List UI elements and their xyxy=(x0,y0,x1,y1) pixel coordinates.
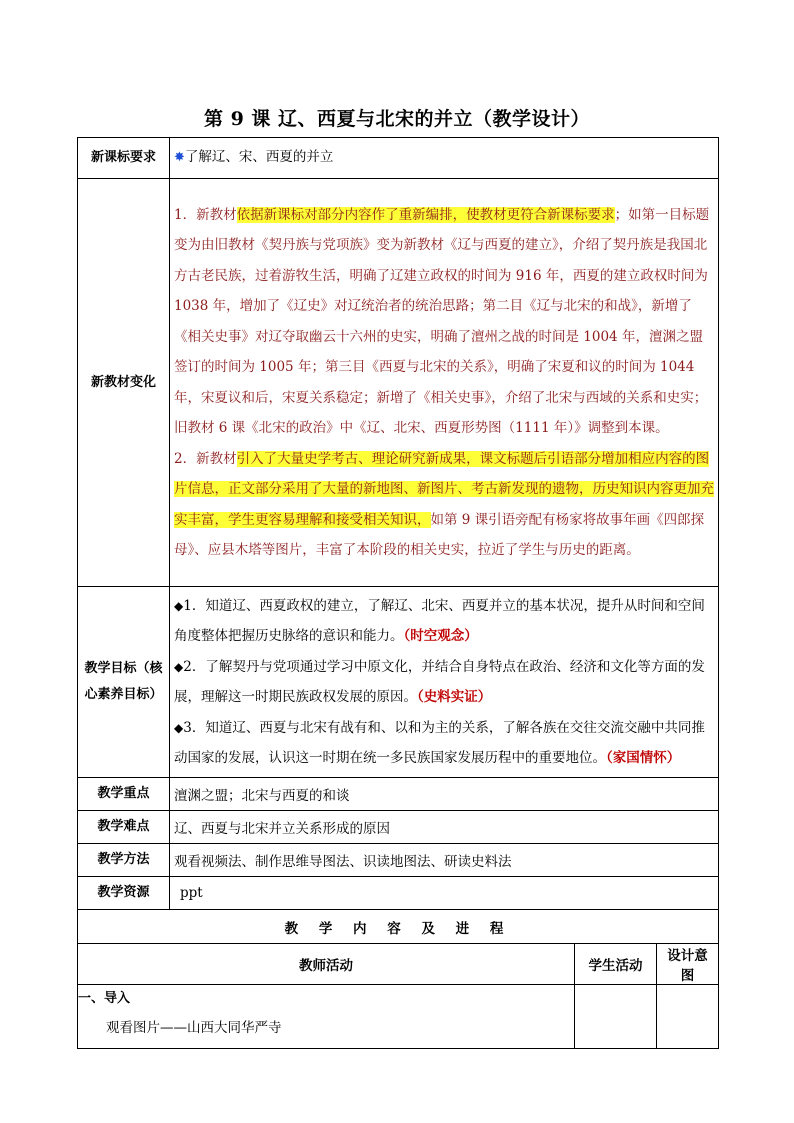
process-header-row xyxy=(78,910,719,944)
difficulty-label: 教学难点 xyxy=(78,811,170,844)
star-icon: ✸ xyxy=(174,150,185,166)
goals-row xyxy=(78,587,719,778)
standard-row xyxy=(78,138,719,179)
highlight-text: 依据新课标对部分内容作了重新编排，使教材更符合新课标要求 xyxy=(236,206,615,223)
goal-tag: （家国情怀） xyxy=(606,750,681,766)
focus-row xyxy=(78,778,719,811)
changes-paragraph-2: 2．新教材引入了大量史学考古、理论研究新成果，课文标题后引语部分增加相应内容的图片信息，正文部分采用了大量的新地图、新图片、考古新发现的遗物，历史知识内容更加充实丰富，学生更容易理解和接受相关知识，如第 9 课引语旁配有杨家将故事年画《四郎探母》、应县木塔等图片，丰富了本阶段的相关史实，拉近了学生与历史的距离。 xyxy=(174,450,714,558)
highlight-text: 引入了大量史学考古、理论研究新成果，课文标题后引语部分增加相应内容的图片信息，正文部分采用了大量的新地图、新图片、考古新发现的遗物，历史知识内容更加充实丰富，学生更容易理解和接受相关知识， xyxy=(174,450,714,528)
resource-label: 教学资源 xyxy=(78,877,170,910)
focus-text: 澶渊之盟；北宋与西夏的和谈 xyxy=(170,778,719,811)
standard-text: 了解辽、宋、西夏的并立 xyxy=(184,149,334,166)
process-columns-row xyxy=(78,944,719,985)
student-activity-header: 学生活动 xyxy=(575,944,657,985)
teacher-activity-header: 教师活动 xyxy=(78,944,575,985)
goal-tag: （史料实证） xyxy=(417,689,492,705)
design-intent-header: 设计意图 xyxy=(657,944,719,985)
diamond-icon: ◆ xyxy=(174,720,184,735)
changes-paragraph-1: 1．新教材依据新课标对部分内容作了重新编排，使教材更符合新课标要求；如第一目标题变为由旧教材《契丹族与党项族》变为新教材《辽与西夏的建立》，介绍了契丹族是我国北方古老民族，过着游牧生活，明确了辽建立政权的时间为 916 年，西夏的建立政权时间为 1038 年，增加了《辽史》对辽统治者的统治思路；第二目《辽与北宋的和战》，新增了《相关史事》对辽夺取幽云十六州的史实，明确了澶州之战的时间是 1004 年，澶渊之盟签订的时间为 1005 年；第三目《西夏与北宋的关系》，明确了宋夏和议的时间为 1044 年，宋夏议和后，宋夏关系稳定；新增了《相关史事》，介绍了北宋与西域的关系和史实；旧教材 6 课《北宋的政治》中《辽、北宋、西夏形势图（1111 年）》调整到本课。 xyxy=(174,206,710,436)
goal-item: ◆2．了解契丹与党项通过学习中原文化，并结合自身特点在政治、经济和文化等方面的发展，理解这一时期民族政权发展的原因。（史料实证） xyxy=(174,658,705,705)
resource-text: ppt xyxy=(170,877,719,910)
focus-label: 教学重点 xyxy=(78,778,170,811)
goals-label: 教学目标（核心素养目标） xyxy=(78,587,170,778)
intro-text: 观看图片——山西大同华严寺 xyxy=(106,1020,282,1036)
page-title: 第 9 课 辽、西夏与北宋的并立（教学设计） xyxy=(203,108,591,130)
changes-cell xyxy=(170,179,719,587)
student-activity-cell xyxy=(575,985,657,1049)
method-row xyxy=(78,844,719,877)
goal-tag: （时空观念） xyxy=(403,628,478,644)
goal-item: ◆3．知道辽、西夏与北宋有战有和、以和为主的关系，了解各族在交往交流交融中共同推动国家的发展，认识这一时期在统一多民族国家发展历程中的重要地位。（家国情怀） xyxy=(174,719,705,766)
design-intent-cell xyxy=(657,985,719,1049)
difficulty-row xyxy=(78,811,719,844)
goal-item: ◆1．知道辽、西夏政权的建立，了解辽、北宋、西夏并立的基本状况，提升从时间和空间角度整体把握历史脉络的意识和能力。（时空观念） xyxy=(174,597,705,644)
goals-cell xyxy=(170,587,719,778)
changes-label: 新教材变化 xyxy=(78,179,170,587)
intro-heading: 一、导入 xyxy=(78,991,131,1006)
intro-cell xyxy=(78,985,575,1049)
process-header: 教 学 内 容 及 进 程 xyxy=(78,910,719,944)
intro-row xyxy=(78,985,719,1049)
diamond-icon: ◆ xyxy=(174,659,184,674)
standard-cell xyxy=(170,138,719,179)
difficulty-text: 辽、西夏与北宋并立关系形成的原因 xyxy=(170,811,719,844)
standard-label: 新课标要求 xyxy=(78,138,170,179)
changes-row xyxy=(78,179,719,587)
method-text: 观看视频法、制作思维导图法、识读地图法、研读史料法 xyxy=(170,844,719,877)
resource-row xyxy=(78,877,719,910)
lesson-plan-table xyxy=(77,137,719,1049)
diamond-icon: ◆ xyxy=(174,598,184,613)
method-label: 教学方法 xyxy=(78,844,170,877)
